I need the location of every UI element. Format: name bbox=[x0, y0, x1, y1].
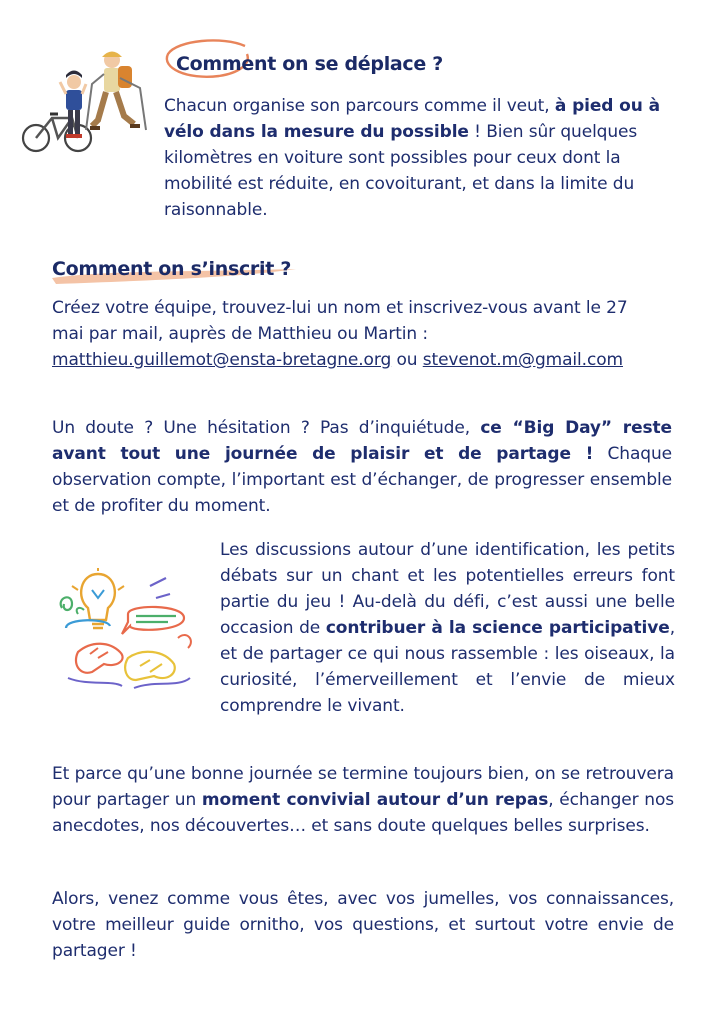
doubt-bold: ce “Big Day” reste avant tout une journée de plaisir et de partage ! bbox=[52, 418, 672, 464]
email-link-matthieu[interactable]: matthieu.guillemot@ensta-bretagne.org bbox=[52, 350, 392, 370]
transport-paragraph: Chacun organise son parcours comme il veut, à pied ou à vélo dans la mesure du possible ! Bien sûr quelques kilomètres en voiture sont possibles pour ceux dont la mobilité est réduite, en covoiturant, et dans la limite du raisonnable. bbox=[164, 96, 660, 220]
hikers-illustration bbox=[20, 44, 160, 160]
meal-paragraph: Et parce qu’une bonne journée se termine toujours bien, on se retrouvera pour partager un moment convivial autour d’un repas, échanger nos anecdotes, nos découvertes… et sans doute quelques belles surprises. bbox=[52, 764, 674, 836]
signup-paragraph: Créez votre équipe, trouvez-lui un nom et inscrivez-vous avant le 27 mai par mail, auprès de Matthieu ou Martin : matthieu.guillemot@ensta-bretagne.org ou stevenot.m@gmail.com bbox=[52, 298, 628, 370]
ideas-hands-illustration bbox=[58, 568, 198, 694]
meal-bold: moment convivial autour d’un repas bbox=[201, 790, 549, 810]
section-heading-transport: Comment on se déplace ? bbox=[176, 53, 444, 75]
doubt-paragraph: Un doute ? Une hésitation ? Pas d’inquiétude, ce “Big Day” reste avant tout une journée de plaisir et de partage ! Chaque observation compte, l’important est d’échanger, de progresser ensemble et de profiter du moment. bbox=[52, 418, 672, 516]
email-link-martin[interactable]: stevenot.m@gmail.com bbox=[422, 350, 623, 370]
section-heading-signup: Comment on s’inscrit ? bbox=[52, 258, 292, 280]
closing-paragraph: Alors, venez comme vous êtes, avec vos jumelles, vos connaissances, votre meilleur guide ornitho, vos questions, et surtout votre envie de partager ! bbox=[52, 889, 674, 961]
science-bold: contribuer à la science participative bbox=[325, 618, 670, 638]
discussions-paragraph: Les discussions autour d’une identification, les petits débats sur un chant et les potentielles erreurs font partie du jeu ! Au-delà du défi, c’est aussi une belle occasion de contribuer à la science participative, et de partager ce qui nous rassemble : les oiseaux, la curiosité, l’émerveillement et l’envie de mieux comprendre le vivant. bbox=[220, 540, 675, 716]
transport-bold: à pied ou à vélo dans la mesure du possible bbox=[164, 96, 660, 142]
